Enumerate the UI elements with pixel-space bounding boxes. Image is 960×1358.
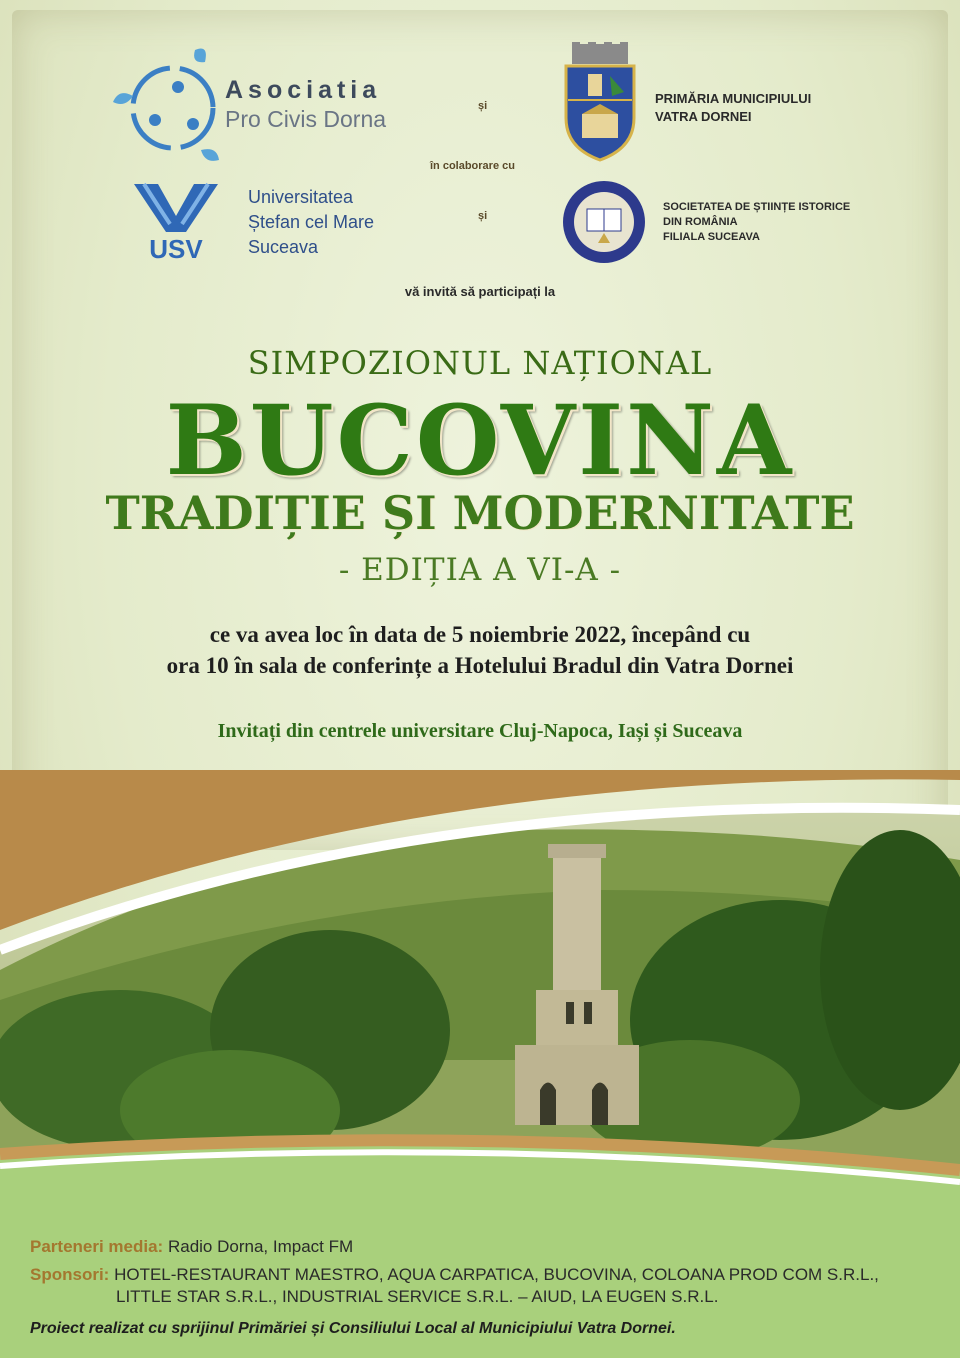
event-edition: - EDIȚIA A VI-A - [338, 552, 622, 588]
usv-name-line1: Universitatea [248, 187, 354, 207]
primaria-name-line2: VATRA DORNEI [655, 109, 752, 124]
guests-line: Invitați din centrele universitare Cluj-Napoca, Iași și Suceava [217, 720, 743, 742]
usv-name-line3: Suceava [248, 237, 319, 257]
connector-si-1: și [478, 100, 488, 112]
event-subtitle: TRADIȚIE ȘI MODERNITATE [105, 486, 855, 540]
media-partners-value: Radio Dorna, Impact FM [167, 1237, 354, 1256]
event-title: BUCOVINA [165, 384, 795, 497]
primaria-name-line1: PRIMĂRIA MUNICIPIULUI [655, 91, 812, 106]
project-support-line: Proiect realizat cu sprijinul Primăriei și Consiliului Local al Municipiului Vatra Dornei. [30, 1320, 676, 1337]
media-partners-label: Parteneri media: [30, 1237, 164, 1256]
vatra-dornei-coat-of-arms [560, 40, 640, 162]
connector-collab: în colaborare cu [430, 160, 515, 172]
usv-name-line2: Ștefan cel Mare [248, 212, 375, 232]
invitation-line: vă invită să participați la [404, 284, 556, 299]
societatea-name-line3: FILIALA SUCEAVA [663, 231, 760, 243]
sponsors-value-line1: HOTEL-RESTAURANT MAESTRO, AQUA CARPATICA, BUCOVINA, COLOANA PROD COM S.R.L., [114, 1265, 879, 1284]
connector-si-2: și [478, 210, 488, 222]
pro-civis-name-line2: Pro Civis Dorna [225, 106, 387, 132]
usv-logo [128, 180, 224, 264]
sponsors-value-line2: LITTLE STAR S.R.L., INDUSTRIAL SERVICE S.R.L. – AIUD, LA EUGEN S.R.L. [116, 1287, 719, 1306]
event-pretitle: SIMPOZIONUL NAȚIONAL [247, 344, 713, 382]
pro-civis-name-line1: Asociatia [225, 76, 382, 104]
event-details-line1: ce va avea loc în data de 5 noiembrie 2022, începând cu [209, 622, 751, 647]
pro-civis-logo [105, 42, 225, 167]
media-partners-line [30, 1237, 353, 1257]
usv-logo-text: USV [149, 234, 203, 264]
sponsors-label: Sponsori: [30, 1265, 110, 1284]
societatea-name-line2: DIN ROMÂNIA [663, 216, 738, 228]
societatea-name-line1: SOCIETATEA DE ȘTIINȚE ISTORICE [663, 201, 851, 213]
societatea-seal [561, 179, 647, 265]
event-details-line2: ora 10 în sala de conferințe a Hotelului Bradul din Vatra Dornei [166, 653, 794, 678]
sponsors-line1 [30, 1265, 879, 1285]
